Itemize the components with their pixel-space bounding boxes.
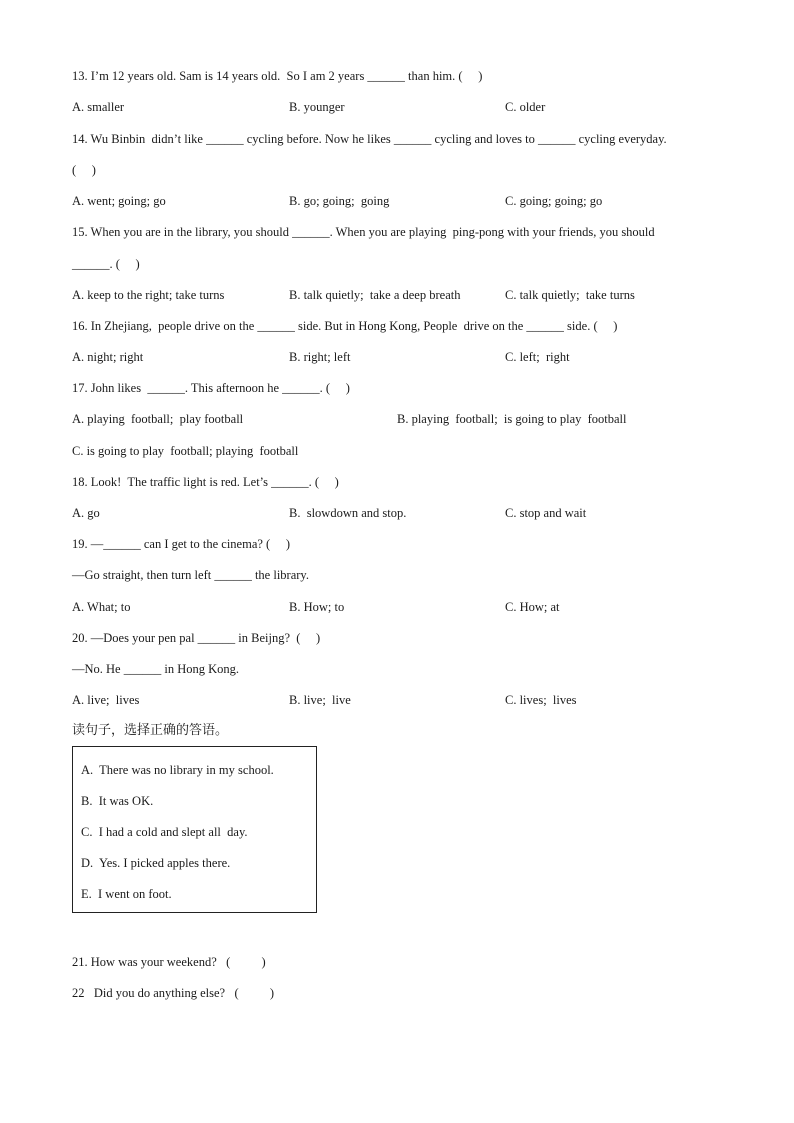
question-20: 20. —Does your pen pal ______ in Beijng? ( ) [72, 631, 321, 645]
question-14: 14. Wu Binbin didn’t like ______ cycling before. Now he likes ______ cycling and loves to ______ cycling everyday. [72, 132, 667, 146]
answer-choices-box [72, 746, 317, 913]
q14-option-b: B. go; going; going [289, 194, 390, 208]
question-20-reply: —No. He ______ in Hong Kong. [72, 662, 240, 676]
question-14-paren: ( ) [72, 163, 96, 177]
q18-option-c: C. stop and wait [505, 506, 587, 520]
answer-choice-b: B. It was OK. [81, 794, 154, 808]
question-21: 21. How was your weekend? ( ) [72, 955, 266, 969]
q15-option-a: A. keep to the right; take turns [72, 288, 225, 302]
question-19-reply: —Go straight, then turn left ______ the library. [72, 568, 309, 582]
question-15: 15. When you are in the library, you should ______. When you are playing ping-pong with your friends, you should [72, 225, 655, 239]
answer-choice-e: E. I went on foot. [81, 887, 172, 901]
q18-option-b: B. slowdown and stop. [289, 506, 407, 520]
q20-option-a: A. live; lives [72, 693, 140, 707]
q20-option-c: C. lives; lives [505, 693, 577, 707]
q13-option-b: B. younger [289, 100, 345, 114]
question-17: 17. John likes ______. This afternoon he ______. ( ) [72, 381, 350, 395]
q15-option-c: C. talk quietly; take turns [505, 288, 635, 302]
q17-option-b: B. playing football; is going to play football [397, 412, 627, 426]
q19-option-c: C. How; at [505, 600, 560, 614]
q16-option-c: C. left; right [505, 350, 570, 364]
q16-option-b: B. right; left [289, 350, 351, 364]
section-instruction: 读句子，选择正确的答语。 [72, 723, 229, 738]
answer-choice-a: A. There was no library in my school. [81, 763, 274, 777]
question-13: 13. I’m 12 years old. Sam is 14 years old. So I am 2 years ______ than him. ( ) [72, 69, 483, 83]
q17-option-a: A. playing football; play football [72, 412, 244, 426]
question-16: 16. In Zhejiang, people drive on the ______ side. But in Hong Kong, People drive on the ______ side. ( ) [72, 319, 618, 333]
q14-option-a: A. went; going; go [72, 194, 166, 208]
q13-option-c: C. older [505, 100, 546, 114]
answer-choice-c: C. I had a cold and slept all day. [81, 825, 248, 839]
q13-option-a: A. smaller [72, 100, 125, 114]
q18-option-a: A. go [72, 506, 100, 520]
q19-option-b: B. How; to [289, 600, 345, 614]
q14-option-c: C. going; going; go [505, 194, 603, 208]
question-19: 19. —______ can I get to the cinema? ( ) [72, 537, 290, 551]
question-22: 22 Did you do anything else? ( ) [72, 986, 275, 1000]
answer-choice-d: D. Yes. I picked apples there. [81, 856, 231, 870]
question-15-cont: ______. ( ) [72, 257, 140, 271]
q19-option-a: A. What; to [72, 600, 131, 614]
q20-option-b: B. live; live [289, 693, 351, 707]
q16-option-a: A. night; right [72, 350, 144, 364]
q17-option-c: C. is going to play football; playing football [72, 444, 299, 458]
question-18: 18. Look! The traffic light is red. Let’s ______. ( ) [72, 475, 339, 489]
q15-option-b: B. talk quietly; take a deep breath [289, 288, 461, 302]
